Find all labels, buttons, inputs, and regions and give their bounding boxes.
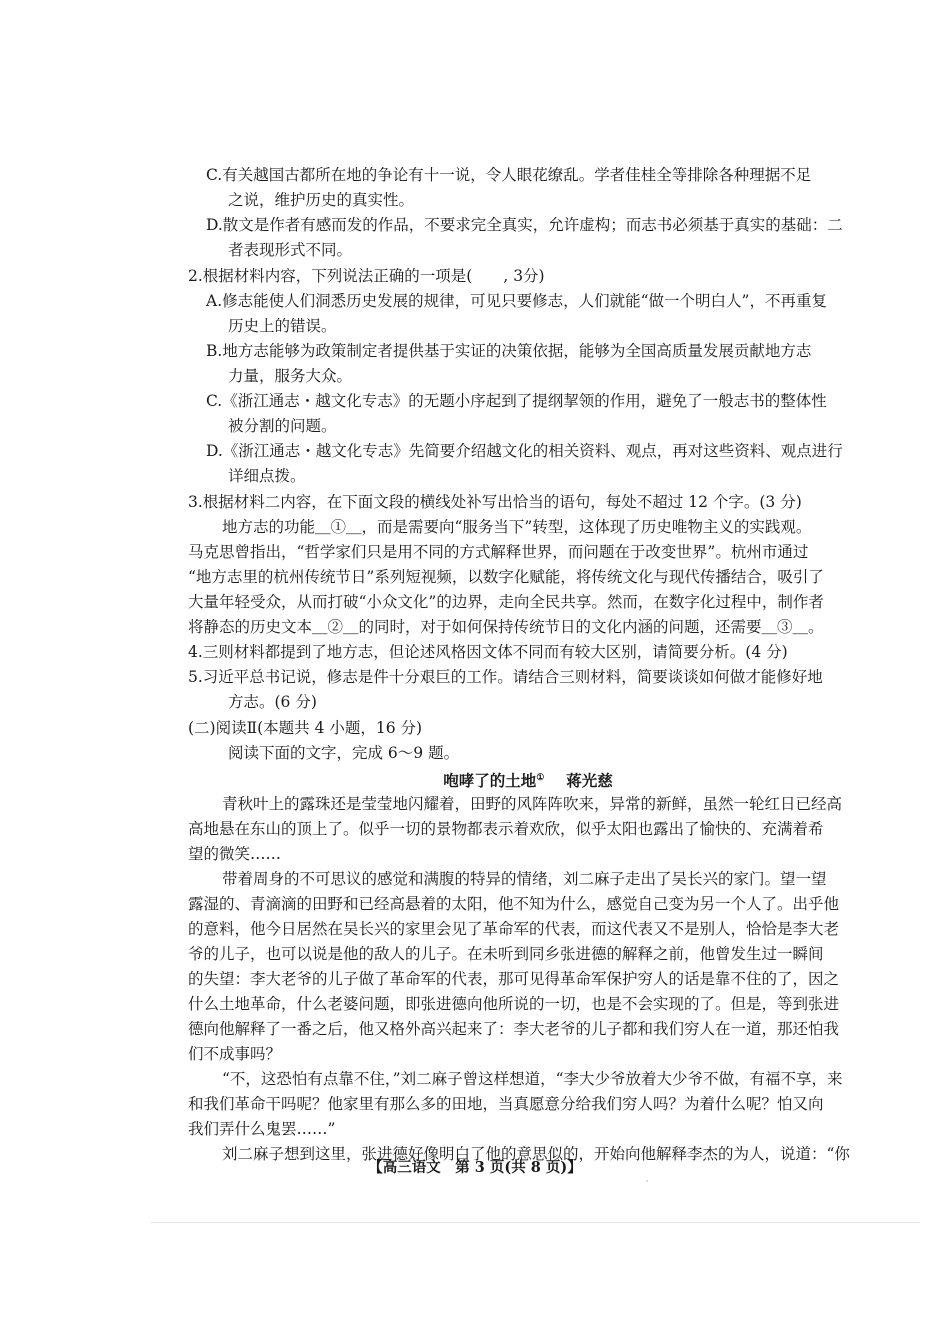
q2-stem: 2.根据材料内容，下列说法正确的一项是( , 3分) bbox=[188, 267, 545, 285]
q1-option-d: D.散文是作者有感而发的作品，不要求完全真实，允许虚构；而志书必须基于真实的基础：二 bbox=[206, 216, 843, 234]
q1-option-d-cont: 者表现形式不同。 bbox=[228, 241, 353, 259]
question-3 bbox=[188, 490, 868, 640]
q2-option-c: C.《浙江通志・越文化专志》的无题小序起到了提纲挈领的作用，避免了一般志书的整体性 bbox=[206, 392, 827, 410]
story-p4-line: 刘二麻子想到这里，张进德好像明白了他的意思似的，开始向他解释李杰的为人，说道：“你 bbox=[222, 1145, 850, 1163]
scan-speck bbox=[646, 1180, 648, 1182]
q5-stem: 5.习近平总书记说，修志是件十分艰巨的工作。请结合三则材料，简要谈谈如何做才能修好地 bbox=[188, 668, 823, 686]
story-p2-line: 露湿的、青滴滴的田野和已经高悬着的太阳，他不知为什么，感觉自己变为另一个人了。出乎他 bbox=[188, 895, 840, 913]
footnote-mark: ① bbox=[536, 773, 545, 783]
question-2 bbox=[188, 264, 868, 489]
story-p2-line: 的失望：李大老爷的儿子做了革命军的代表，那可见得革命军保护穷人的话是靠不住的了，因之 bbox=[188, 970, 840, 988]
story-text bbox=[188, 792, 868, 1167]
story-p3-line: 我们弄什么鬼罢……” bbox=[188, 1120, 336, 1138]
story-p1-line: 高地悬在东山的顶上了。似乎一切的景物都表示着欢欣，似乎太阳也露出了愉快的、充满着希 bbox=[188, 820, 824, 838]
section-2-instruction: 阅读下面的文字，完成 6～9 题。 bbox=[228, 744, 460, 762]
story-author: 蒋光慈 bbox=[566, 771, 613, 791]
q3-passage-line: 将静态的历史文本＿②＿的同时，对于如何保持传统节日的文化内涵的问题，还需要＿③＿。 bbox=[188, 618, 824, 636]
story-title: 咆哮了的土地 bbox=[443, 771, 537, 791]
story-p1-line: 青秋叶上的露珠还是莹莹地闪耀着，田野的风阵阵吹来，异常的新鲜，虽然一轮红日已经高 bbox=[222, 795, 843, 813]
q1-option-c-cont: 之说，维护历史的真实性。 bbox=[228, 191, 415, 209]
story-p2-line: 的意料，他今日居然在吴长兴的家里会见了革命军的代表，而这代表又不是别人，恰恰是李大老 bbox=[188, 920, 840, 938]
q2-option-b: B.地方志能够为政策制定者提供基于实证的决策依据，能够为全国高质量发展贡献地方志 bbox=[206, 342, 812, 360]
q2-option-c-cont: 被分割的问题。 bbox=[228, 417, 337, 435]
q5-stem-cont: 方志。(6 分) bbox=[228, 693, 317, 711]
story-p3-line: “不，这恐怕有点靠不住，”刘二麻子曾这样想道，“李大少爷放着大少爷不做，有福不享，来 bbox=[222, 1070, 843, 1088]
question-4-5 bbox=[188, 640, 868, 715]
q3-stem: 3.根据材料二内容，在下面文段的横线处补写出恰当的语句，每处不超过 12 个字。(3 分) bbox=[188, 493, 802, 511]
story-p2-line: 德向他解释了一番之后，他又格外高兴起来了：李大老爷的儿子都和我们穷人在一道，那还怕我 bbox=[188, 1020, 840, 1038]
section-2-heading: (二)阅读Ⅱ(本题共 4 小题，16 分) bbox=[188, 719, 423, 737]
q2-option-d: D.《浙江通志・越文化专志》先简要介绍越文化的相关资料、观点，再对这些资料、观点进行 bbox=[206, 442, 843, 460]
story-p3-line: 和我们革命干吗呢？他家里有那么多的田地，当真愿意分给我们穷人吗？为着什么呢？怕又向 bbox=[188, 1095, 824, 1113]
q1-options bbox=[188, 163, 868, 263]
q4-stem: 4.三则材料都提到了地方志，但论述风格因文体不同而有较大区别，请简要分析。(4 分) bbox=[188, 643, 788, 661]
page-footer: 【高三语文 第 3 页(共 8 页)】 bbox=[368, 1159, 582, 1176]
q3-passage-line: 马克思曾指出，“哲学家们只是用不同的方式解释世界，而问题在于改变世界”。杭州市通过 bbox=[188, 543, 809, 561]
q3-passage-line: “地方志里的杭州传统节日”系列短视频，以数字化赋能，将传统文化与现代传播结合，吸引了 bbox=[188, 568, 824, 586]
q2-option-d-cont: 详细点拨。 bbox=[228, 467, 306, 485]
q2-option-a-cont: 历史上的错误。 bbox=[228, 317, 337, 335]
section-2 bbox=[188, 716, 868, 791]
story-p2-line: 什么土地革命，什么老婆问题，即张进德向他所说的一切，也是不会实现的了。但是，等到张进 bbox=[188, 995, 840, 1013]
q3-passage-line: 地方志的功能＿①＿，而是需要向“服务当下”转型，这体现了历史唯物主义的实践观。 bbox=[222, 518, 812, 536]
story-p2-line: 爷的儿子，也可以说是他的敌人的儿子。在未听到同乡张进德的解释之前，他曾发生过一瞬间 bbox=[188, 945, 824, 963]
q1-option-c: C.有关越国古都所在地的争论有十一说，令人眼花缭乱。学者佳桂全等排除各种理据不足 bbox=[206, 166, 812, 184]
q2-option-a: A.修志能使人们洞悉历史发展的规律，可见只要修志，人们就能“做一个明白人”，不再重复 bbox=[206, 292, 827, 310]
scan-edge-line bbox=[150, 1222, 920, 1223]
q3-passage-line: 大量年轻受众，从而打破“小众文化”的边界，走向全民共享。然而，在数字化过程中，制作者 bbox=[188, 593, 824, 611]
story-title-line bbox=[188, 766, 868, 791]
story-p2-line: 们不成事吗？ bbox=[188, 1045, 282, 1063]
story-p2-line: 带着周身的不可思议的感觉和满腹的特异的情绪，刘二麻子走出了吴长兴的家门。望一望 bbox=[222, 870, 827, 888]
q2-option-b-cont: 力量，服务大众。 bbox=[228, 367, 353, 385]
story-p1-line: 望的微笑…… bbox=[188, 845, 282, 863]
